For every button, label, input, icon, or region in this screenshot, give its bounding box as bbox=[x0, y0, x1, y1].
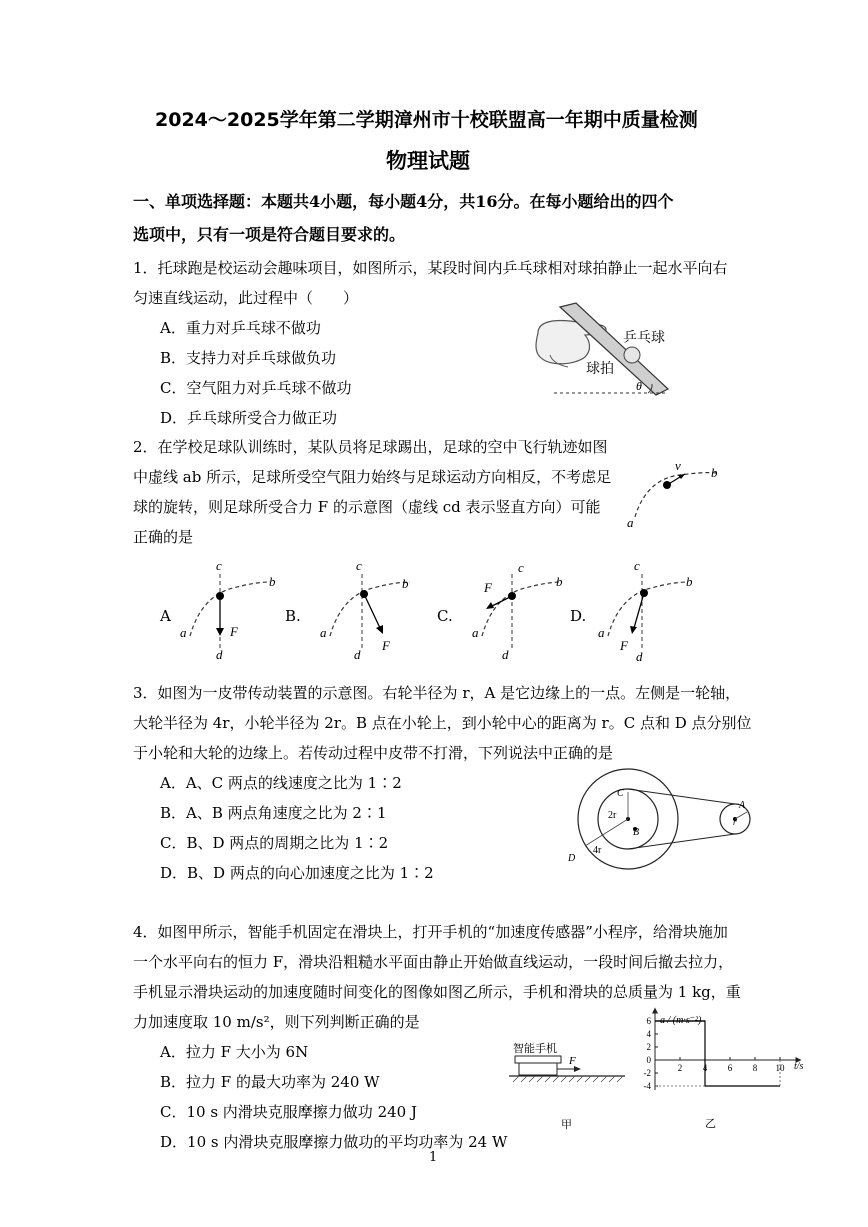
q3-option-d: D．B、D 两点的向心加速度之比为 1∶2 bbox=[160, 864, 434, 882]
q1-ball-label: 乒乓球 bbox=[623, 331, 665, 346]
q3-option-c: C．B、D 两点的周期之比为 1∶2 bbox=[160, 834, 389, 852]
q2c-F: F bbox=[484, 580, 492, 595]
q1-option-b: B．支持力对乒乓球做负功 bbox=[160, 349, 337, 367]
q4-stem-line3: 手机显示滑块运动的加速度随时间变化的图像如图乙所示，手机和滑块的总质量为 1 kg，重 bbox=[133, 983, 741, 1001]
q2b-F: F bbox=[382, 638, 390, 653]
q3-stem-line3: 于小轮和大轮的边缘上。若传动过程中皮带不打滑，下列说法中正确的是 bbox=[133, 744, 614, 762]
q2-option-a-label: A bbox=[160, 607, 171, 625]
q4-jia-caption: 甲 bbox=[561, 1119, 572, 1131]
q3-label-d: D bbox=[568, 853, 576, 864]
section-heading-line2: 选项中，只有一项是符合题目要求的。 bbox=[133, 225, 406, 244]
q2a-a: a bbox=[180, 625, 187, 640]
q1-stem-line2: 匀速直线运动，此过程中（ ） bbox=[133, 289, 359, 307]
chart-y-axis-arrow bbox=[652, 1008, 658, 1014]
q1-bat-label: 球拍 bbox=[586, 362, 614, 377]
q3-label-b: B bbox=[633, 827, 640, 838]
q2b-b: b bbox=[402, 576, 409, 591]
q4-figure-jia bbox=[505, 1036, 625, 1136]
q4-figure-yi bbox=[630, 1005, 810, 1130]
chart-x-tick-label: 2 bbox=[677, 1063, 683, 1073]
q2-option-b-figure bbox=[318, 558, 428, 663]
chart-y-tick-label: 6 bbox=[646, 1016, 651, 1026]
q3-stem-line1: 3．如图为一皮带传动装置的示意图。右轮半径为 r，A 是它边缘上的一点。左侧是一轮轴， bbox=[133, 684, 741, 702]
q2d-F: F bbox=[620, 638, 628, 653]
q3-label-2r: 2r bbox=[608, 810, 617, 821]
q2-option-d-figure bbox=[596, 558, 706, 663]
chart-series-line bbox=[655, 1021, 780, 1086]
q2d-a: a bbox=[598, 625, 605, 640]
q3-stem-line2: 大轮半径为 4r，小轮半径为 2r。B 点在小轮上，到小轮中心的距离为 r。C 点和 D 点分别位 bbox=[133, 714, 752, 732]
chart-x-tick-label: 6 bbox=[727, 1063, 733, 1073]
q1-angle-label: θ bbox=[636, 379, 642, 393]
q2c-b: b bbox=[556, 574, 563, 589]
q4-option-d: D．10 s 内滑块克服摩擦力做功的平均功率为 24 W bbox=[160, 1133, 508, 1151]
q2c-a: a bbox=[472, 625, 479, 640]
page-number: 1 bbox=[429, 1150, 438, 1165]
q2c-c: c bbox=[518, 560, 524, 575]
q2-trajectory-figure bbox=[625, 455, 735, 530]
q2-option-c-figure bbox=[470, 558, 580, 663]
q1-figure bbox=[530, 295, 680, 400]
q2b-a: a bbox=[320, 625, 327, 640]
q2-option-c-label: C. bbox=[437, 607, 453, 625]
q3-label-c: C bbox=[617, 788, 624, 799]
q4-force-label: F bbox=[569, 1055, 576, 1067]
q3-label-a: A bbox=[739, 800, 746, 811]
chart-y-tick-label: -2 bbox=[643, 1068, 651, 1078]
chart-y-tick-label: 4 bbox=[646, 1029, 651, 1039]
q3-option-b: B．A、B 两点角速度之比为 2∶1 bbox=[160, 804, 387, 822]
q2d-c: c bbox=[634, 558, 640, 573]
q4-stem-line4: 力加速度取 10 m/s²，则下列判断正确的是 bbox=[133, 1013, 420, 1031]
q1-stem-line1: 1．托球跑是校运动会趣味项目，如图所示，某段时间内乒乓球相对球拍静止一起水平向右 bbox=[133, 259, 728, 277]
q4-stem-line1: 4．如图甲所示，智能手机固定在滑块上，打开手机的“加速度传感器”小程序，给滑块施加 bbox=[133, 923, 728, 941]
q2-stem-line3: 球的旋转，则足球所受合力 F 的示意图（虚线 cd 表示竖直方向）可能 bbox=[133, 498, 601, 516]
q2-fig-b: b bbox=[711, 465, 718, 480]
q1-option-a: A．重力对乒乓球不做功 bbox=[160, 319, 321, 337]
q4-chart-ylabel: a / (m·s⁻²) bbox=[660, 1015, 702, 1026]
q2-stem-line1: 2．在学校足球队训练时，某队员将足球踢出，足球的空中飞行轨迹如图 bbox=[133, 438, 608, 456]
doc-subtitle: 物理试题 bbox=[386, 149, 470, 173]
q3-label-4r: 4r bbox=[593, 845, 602, 856]
doc-title: 2024～2025学年第二学期漳州市十校联盟高一年期中质量检测 bbox=[155, 109, 698, 131]
q2a-F: F bbox=[230, 624, 238, 639]
q2a-b: b bbox=[269, 574, 276, 589]
chart-y-tick-label: 0 bbox=[646, 1055, 651, 1065]
q3-label-r: r bbox=[733, 817, 737, 827]
chart-x-tick-label: 10 bbox=[775, 1063, 785, 1073]
q2b-c: c bbox=[356, 558, 362, 573]
q4-stem-line2: 一个水平向右的恒力 F，滑块沿粗糙水平面由静止开始做直线运动，一段时间后撤去拉力， bbox=[133, 953, 734, 971]
chart-x-tick-label: 8 bbox=[752, 1063, 758, 1073]
section-heading-line1: 一、单项选择题：本题共4小题，每小题4分，共16分。在每小题给出的四个 bbox=[133, 192, 674, 211]
q4-option-a: A．拉力 F 大小为 6N bbox=[160, 1043, 309, 1061]
q4-option-c: C．10 s 内滑块克服摩擦力做功 240 J bbox=[160, 1103, 417, 1121]
chart-y-tick-label: -4 bbox=[643, 1081, 651, 1091]
q1-option-d: D．乒乓球所受合力做正功 bbox=[160, 409, 338, 427]
q2-option-b-label: B. bbox=[285, 607, 301, 625]
q2d-d: d bbox=[636, 649, 643, 664]
q2-stem-line2: 中虚线 ab 所示，足球所受空气阻力始终与足球运动方向相反，不考虑足 bbox=[133, 468, 612, 486]
q2-option-a-figure bbox=[178, 558, 288, 663]
q2b-d: d bbox=[354, 647, 361, 662]
q2a-d: d bbox=[216, 647, 223, 662]
q3-option-a: A．A、C 两点的线速度之比为 1∶2 bbox=[160, 774, 402, 792]
q4-option-b: B．拉力 F 的最大功率为 240 W bbox=[160, 1073, 380, 1091]
chart-x-tick-label: 4 bbox=[702, 1063, 708, 1073]
q4-chart-xlabel: t/s bbox=[794, 1061, 804, 1072]
q2-stem-line4: 正确的是 bbox=[133, 528, 194, 546]
q2c-d: d bbox=[502, 647, 509, 662]
q2-option-d-label: D. bbox=[570, 607, 587, 625]
q2d-b: b bbox=[686, 574, 693, 589]
q2a-c: c bbox=[216, 558, 222, 573]
q2-fig-a: a bbox=[627, 515, 634, 530]
q4-phone-label: 智能手机 bbox=[513, 1043, 557, 1055]
q3-belt-figure bbox=[565, 762, 760, 872]
q4-yi-caption: 乙 bbox=[705, 1118, 716, 1130]
chart-y-tick-label: 2 bbox=[646, 1042, 651, 1052]
q2-fig-v: v bbox=[675, 458, 681, 473]
q1-option-c: C．空气阻力对乒乓球不做功 bbox=[160, 379, 352, 397]
